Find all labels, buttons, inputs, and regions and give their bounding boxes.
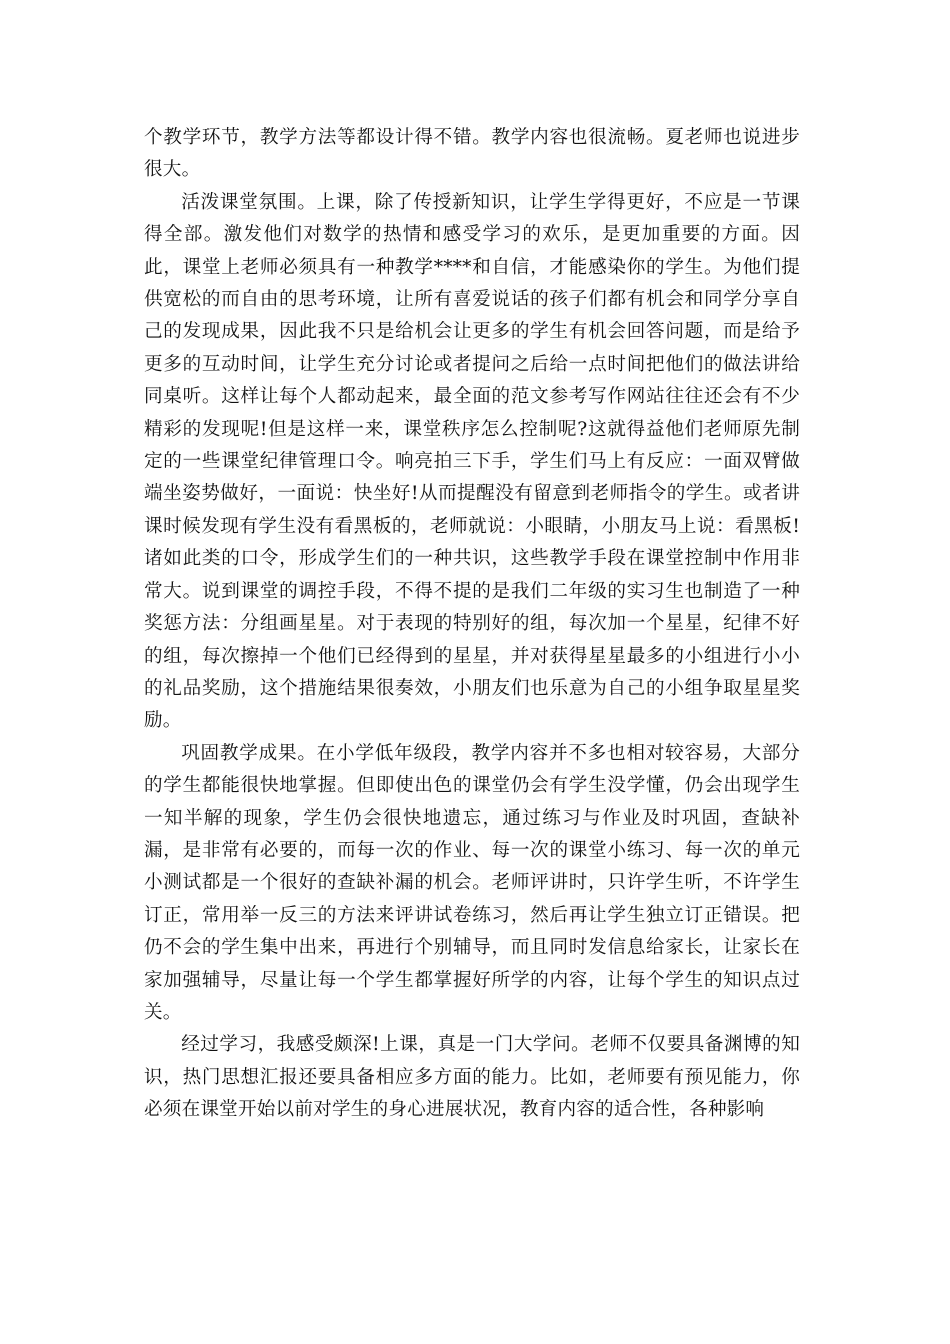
paragraph-1: 个教学环节，教学方法等都设计得不错。教学内容也很流畅。夏老师也说进步很大。 <box>144 127 800 181</box>
paragraph-2: 活泼课堂氛围。上课，除了传授新知识，让学生学得更好，不应是一节课得全部。激发他们对数学的热情和感受学习的欢乐，是更加重要的方面。因此，课堂上老师必须具有一种教学****和自信，才能感染你的学生。为他们提供宽松的而自由的思考环境，让所有喜爱说话的孩子们都有机会和同学分享自己的发现成果，因此我不只是给机会让更多的学生有机会回答问题，而是给予更多的互动时间，让学生充分讨论或者提问之后给一点时间把他们的做法讲给同桌听。这样让每个人都动起来，最全面的范文参考写作网站往往还会有不少精彩的发现呢!但是这样一来，课堂秩序怎么控制呢?这就得益他们老师原先制定的一些课堂纪律管理口令。响亮拍三下手，学生们马上有反应：一面双臂做端坐姿势做好，一面说：快坐好!从而提醒没有留意到老师指令的学生。或者讲课时候发现有学生没有看黑板的，老师就说：小眼睛，小朋友马上说：看黑板!诸如此类的口令，形成学生们的一种共识，这些教学手段在课堂控制中作用非常大。说到课堂的调控手段，不得不提的是我们二年级的实习生也制造了一种奖惩方法：分组画星星。对于表现的特别好的组，每次加一个星星，纪律不好的组，每次擦掉一个他们已经得到的星星，并对获得星星最多的小组进行小小的礼品奖励，这个措施结果很奏效，小朋友们也乐意为自己的小组争取星星奖励。 <box>144 191 800 732</box>
paragraph-4: 经过学习，我感受颇深!上课，真是一门大学问。老师不仅要具备渊博的知识，热门思想汇报还要具备相应多方面的能力。比如，老师要有预见能力，你必须在课堂开始以前对学生的身心进展状况，教育内容的适合性，各种影响 <box>144 1034 800 1121</box>
paragraph-3: 巩固教学成果。在小学低年级段，教学内容并不多也相对较容易，大部分的学生都能很快地掌握。但即使出色的课堂仍会有学生没学懂，仍会出现学生一知半解的现象，学生仍会很快地遗忘，通过练习与作业及时巩固，查缺补漏，是非常有必要的，而每一次的作业、每一次的课堂小练习、每一次的单元小测试都是一个很好的查缺补漏的机会。老师评讲时，只许学生听，不许学生订正，常用举一反三的方法来评讲试卷练习，然后再让学生独立订正错误。把仍不会的学生集中出来，再进行个别辅导，而且同时发信息给家长，让家长在家加强辅导，尽量让每一个学生都掌握好所学的内容，让每个学生的知识点过关。 <box>144 742 800 1023</box>
